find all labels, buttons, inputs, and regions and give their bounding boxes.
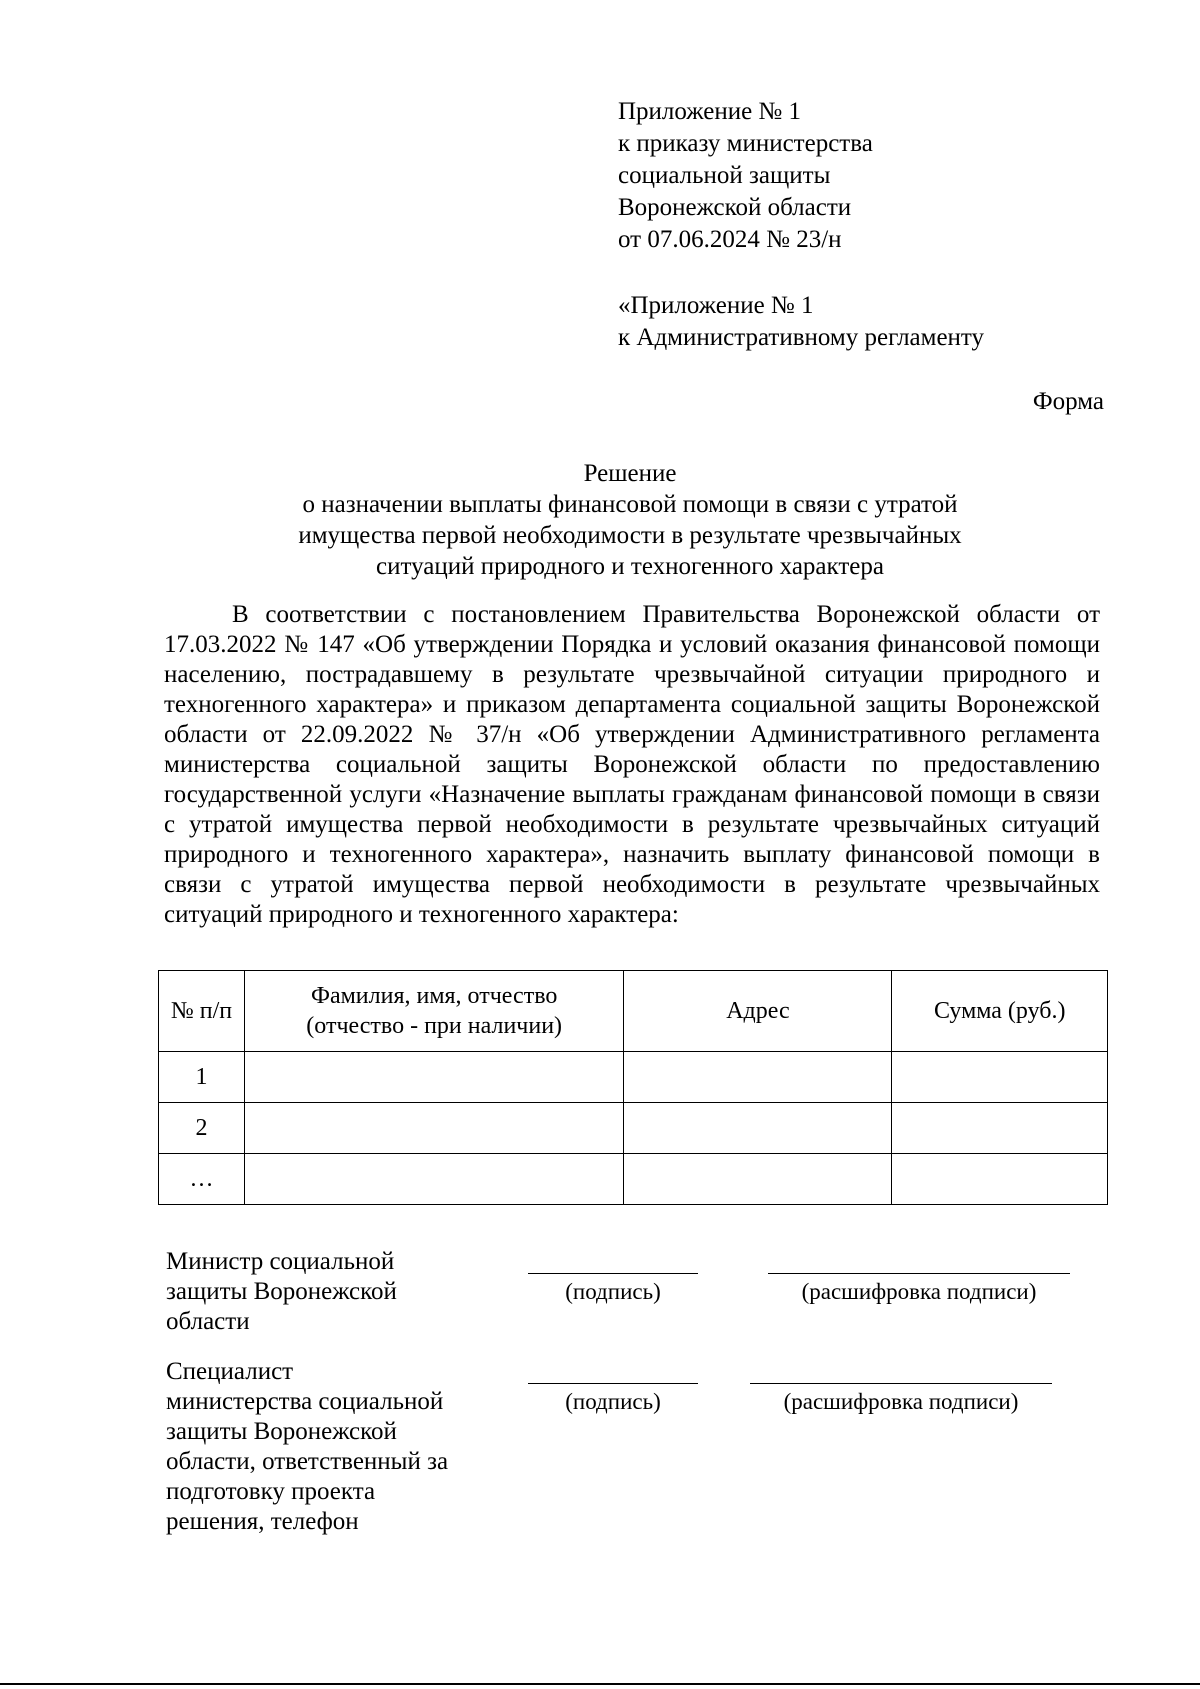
row-sum <box>892 1052 1108 1103</box>
appendix-header <box>618 96 873 256</box>
table-row <box>159 1103 1108 1154</box>
appendix-line: к Административному регламенту <box>618 324 985 351</box>
row-address <box>624 1052 892 1103</box>
appendix-line: социальной защиты <box>618 162 831 189</box>
row-sum <box>892 1103 1108 1154</box>
header-name <box>244 971 623 1052</box>
row-name <box>244 1154 623 1205</box>
minister-label <box>166 1247 397 1337</box>
recipients-table <box>158 970 1108 1205</box>
appendix-line: к приказу министерства <box>618 130 873 157</box>
minister-label-line: Министр социальной <box>166 1248 395 1275</box>
specialist-label-line: решения, телефон <box>166 1508 359 1535</box>
specialist-label-line: защиты Воронежской <box>166 1418 397 1445</box>
table-row <box>159 1154 1108 1205</box>
appendix-line: Приложение № 1 <box>618 98 802 125</box>
row-sum <box>892 1154 1108 1205</box>
appendix-line: от 07.06.2024 № 23/н <box>618 226 842 253</box>
specialist-decoding-caption: (расшифровка подписи) <box>783 1389 1019 1414</box>
minister-label-line: защиты Воронежской <box>166 1278 397 1305</box>
appendix-line: Воронежской области <box>618 194 852 221</box>
specialist-label-line: области, ответственный за <box>166 1448 449 1475</box>
title-line: ситуаций природного и техногенного характера <box>376 553 884 580</box>
row-address <box>624 1103 892 1154</box>
title-line: Решение <box>583 460 677 487</box>
header-sum: Сумма (руб.) <box>892 971 1108 1052</box>
row-num: … <box>159 1154 245 1205</box>
title-line: о назначении выплаты финансовой помощи в связи с утратой <box>302 491 958 518</box>
appendix-regulation-header <box>618 290 984 354</box>
row-address <box>624 1154 892 1205</box>
body-paragraph: В соответствии с постановлением Правительства Воронежской области от 17.03.2022 № 147 «Об утверждении Порядка и условий оказания финансовой помощи населению, пострадавшему в результате чрезвычайной ситуации природного и техногенного характера» и приказом департамента социальной защиты Воронежской области от 22.09.2022 № 37/н «Об утверждении Административного регламента министерства социальной защиты Воронежской области по предоставлению государственной услуги «Назначение выплаты гражданам финансовой помощи в связи с утратой имущества первой необходимости в результате чрезвычайных ситуаций природного и техногенного характера», назначить выплату финансовой помощи в связи с утратой имущества первой необходимости в результате чрезвычайных ситуаций природного и техногенного характера: <box>164 601 1100 928</box>
row-name <box>244 1103 623 1154</box>
minister-signature-caption: (подпись) <box>565 1279 661 1304</box>
specialist-signature-line <box>528 1383 698 1384</box>
appendix-line: «Приложение № 1 <box>618 292 814 319</box>
form-label: Форма <box>1032 388 1104 415</box>
minister-decoding-line <box>768 1273 1070 1274</box>
minister-signature-line <box>528 1273 698 1274</box>
header-address: Адрес <box>624 971 892 1052</box>
title-line: имущества первой необходимости в результате чрезвычайных <box>298 522 962 549</box>
header-num: № п/п <box>159 971 245 1052</box>
table-header-row <box>159 971 1108 1052</box>
table-row <box>159 1052 1108 1103</box>
document-title <box>160 458 1100 582</box>
minister-decoding-caption: (расшифровка подписи) <box>801 1279 1037 1304</box>
specialist-label-line: министерства социальной <box>166 1388 444 1415</box>
specialist-decoding-line <box>750 1383 1052 1384</box>
header-name-line2: (отчество - при наличии) <box>306 1013 563 1039</box>
minister-label-line: области <box>166 1308 250 1335</box>
specialist-label <box>166 1357 448 1537</box>
specialist-label-line: Специалист <box>166 1358 294 1385</box>
specialist-signature-caption: (подпись) <box>565 1389 661 1414</box>
row-num: 2 <box>159 1103 245 1154</box>
specialist-label-line: подготовку проекта <box>166 1478 376 1505</box>
row-num: 1 <box>159 1052 245 1103</box>
header-name-line1: Фамилия, имя, отчество <box>310 983 558 1009</box>
row-name <box>244 1052 623 1103</box>
page-bottom-rule <box>0 1683 1200 1685</box>
